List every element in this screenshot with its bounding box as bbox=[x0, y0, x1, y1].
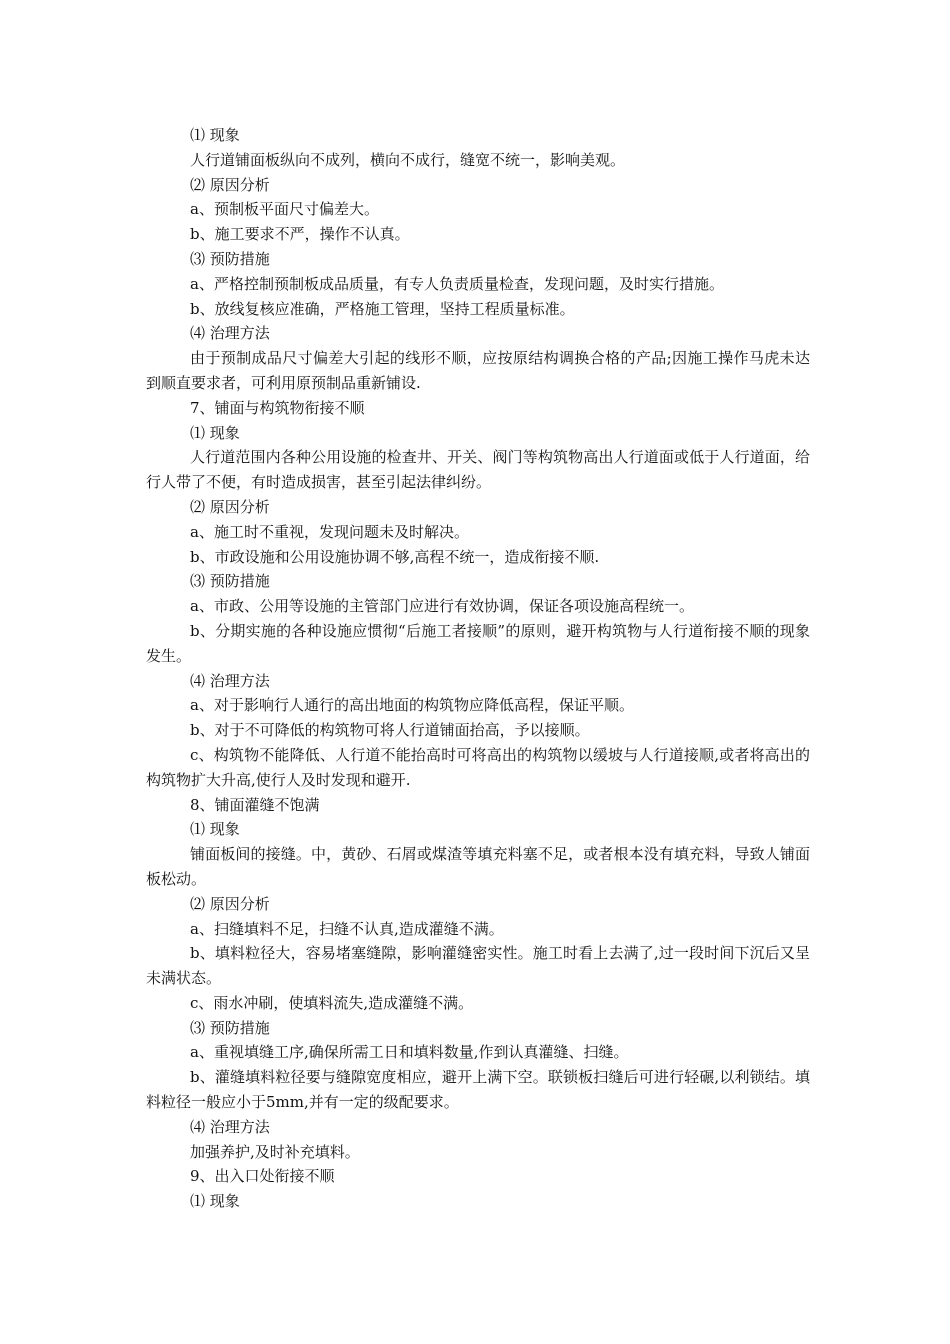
paragraph: 由于预制成品尺寸偏差大引起的线形不顺，应按原结构调换合格的产品;因施工操作马虎未达到顺直要求者，可利用原预制品重新铺设. bbox=[146, 349, 810, 392]
paragraph: 铺面板间的接缝。中，黄砂、石屑或煤渣等填充料塞不足，或者根本没有填充料，导致人铺面板松动。 bbox=[146, 845, 810, 888]
list-item: a、施工时不重视，发现问题未及时解决。 bbox=[190, 522, 469, 541]
list-item: a、重视填缝工序,确保所需工日和填料数量,作到认真灌缝、扫缝。 bbox=[190, 1043, 629, 1062]
section-heading: 8、铺面灌缝不饱满 bbox=[190, 795, 320, 814]
subheading-treatment: ⑷ 治理方法 bbox=[190, 324, 270, 343]
section-heading: 9、出入口处衔接不顺 bbox=[190, 1167, 335, 1186]
list-item: b、填料粒径大，容易堵塞缝隙，影响灌缝密实性。施工时看上去满了,过一段时间下沉后又呈未满状态。 bbox=[146, 944, 810, 988]
list-item: b、对于不可降低的构筑物可将人行道铺面抬高，予以接顺。 bbox=[190, 721, 590, 740]
subheading-prevention: ⑶ 预防措施 bbox=[190, 1018, 270, 1037]
subheading-phenomenon: ⑴ 现象 bbox=[190, 423, 240, 442]
list-item: b、分期实施的各种设施应惯彻“后施工者接顺”的原则，避开构筑物与人行道衔接不顺的现象发生。 bbox=[146, 621, 810, 665]
list-item: a、市政、公用等设施的主管部门应进行有效协调，保证各项设施高程统一。 bbox=[190, 597, 694, 616]
subheading-cause-analysis: ⑵ 原因分析 bbox=[190, 497, 270, 516]
list-item: b、放线复核应准确，严格施工管理，坚持工程质量标准。 bbox=[190, 299, 575, 318]
subheading-prevention: ⑶ 预防措施 bbox=[190, 572, 270, 591]
list-item: b、灌缝填料粒径要与缝隙宽度相应，避开上满下空。联锁板扫缝后可进行轻碾,以利锁结。填料粒径一般应小于5mm,并有一定的级配要求。 bbox=[146, 1068, 810, 1112]
list-item: c、构筑物不能降低、人行道不能抬高时可将高出的构筑物以缓坡与人行道接顺,或者将高出的构筑物扩大升高,使行人及时发现和避开. bbox=[146, 745, 810, 789]
subheading-prevention: ⑶ 预防措施 bbox=[190, 249, 270, 268]
list-item: a、预制板平面尺寸偏差大。 bbox=[190, 200, 379, 219]
subheading-cause-analysis: ⑵ 原因分析 bbox=[190, 894, 270, 913]
paragraph: 加强养护,及时补充填料。 bbox=[190, 1142, 360, 1161]
paragraph: 人行道范围内各种公用设施的检查井、开关、阀门等构筑物高出人行道面或低于人行道面，给行人带了不便，有时造成损害，甚至引起法律纠纷。 bbox=[146, 448, 810, 492]
list-item: a、对于影响行人通行的高出地面的构筑物应降低高程，保证平顺。 bbox=[190, 696, 634, 715]
subheading-phenomenon: ⑴ 现象 bbox=[190, 820, 240, 839]
document-body bbox=[146, 123, 810, 1214]
list-item: a、扫缝填料不足，扫缝不认真,造成灌缝不满。 bbox=[190, 919, 504, 938]
list-item: a、严格控制预制板成品质量，有专人负责质量检查，发现问题，及时实行措施。 bbox=[190, 274, 724, 293]
subheading-phenomenon: ⑴ 现象 bbox=[190, 126, 240, 144]
section-heading: 7、铺面与构筑物衔接不顺 bbox=[190, 398, 365, 417]
subheading-cause-analysis: ⑵ 原因分析 bbox=[190, 175, 270, 194]
list-item: b、施工要求不严，操作不认真。 bbox=[190, 225, 410, 244]
subheading-phenomenon: ⑴ 现象 bbox=[190, 1192, 240, 1211]
list-item: c、雨水冲刷，使填料流失,造成灌缝不满。 bbox=[190, 993, 474, 1012]
list-item: b、市政设施和公用设施协调不够,高程不统一，造成衔接不顺. bbox=[190, 547, 600, 566]
paragraph: 人行道铺面板纵向不成列，横向不成行，缝宽不统一，影响美观。 bbox=[190, 150, 626, 169]
subheading-treatment: ⑷ 治理方法 bbox=[190, 671, 270, 690]
subheading-treatment: ⑷ 治理方法 bbox=[190, 1117, 270, 1136]
